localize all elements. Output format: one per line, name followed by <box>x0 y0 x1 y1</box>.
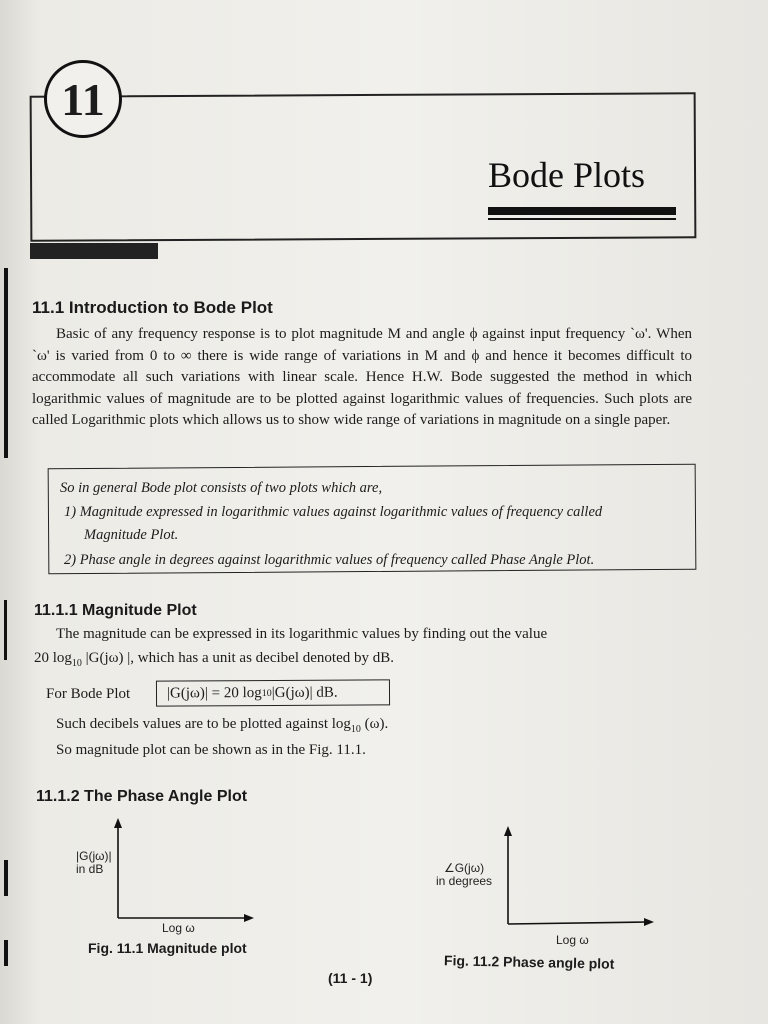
y-axis-arrow-icon <box>504 826 512 836</box>
fig2-y-label <box>436 862 492 888</box>
fig1-y-label-line2: in dB <box>76 862 104 876</box>
binding-edge-mark <box>4 268 8 458</box>
fig2-y-label-line1: ∠G(jω) <box>443 861 485 875</box>
binding-edge-mark <box>4 860 8 896</box>
decibel-text: Such decibels values are to be plotted against log <box>56 716 351 732</box>
log-expression-suffix: |G(jω) |, which has a unit as decibel denoted by dB. <box>81 650 394 666</box>
magnitude-text-line: So magnitude plot can be shown as in the Fig. 11.1. <box>56 742 366 758</box>
y-axis-arrow-icon <box>114 818 122 828</box>
magnitude-text-line <box>34 650 394 669</box>
phase-plot-axes <box>502 822 662 932</box>
chapter-title: Bode Plots <box>488 155 646 195</box>
log-expression: 20 log <box>34 650 72 666</box>
formula-log-base: 10 <box>261 687 272 699</box>
header-accent-bar <box>30 243 158 259</box>
fig1-y-label <box>76 850 112 876</box>
title-underline <box>488 207 676 215</box>
magnitude-plot-axes <box>112 816 262 926</box>
chapter-number: 11 <box>44 60 122 138</box>
formula-box <box>156 679 390 706</box>
x-axis <box>508 922 646 924</box>
decibel-text-suffix: (ω). <box>360 716 389 732</box>
fig2-x-label: Log ω <box>556 933 589 947</box>
decibel-log-base: 10 <box>350 724 361 735</box>
formula-left: |G(jω)| = 20 log <box>166 684 262 702</box>
binding-edge-mark <box>4 940 8 966</box>
magnitude-text-line <box>56 716 388 735</box>
formula-right: |G(jω)| dB. <box>271 684 338 701</box>
summary-intro: So in general Bode plot consists of two plots which are, <box>60 480 383 496</box>
x-axis-arrow-icon <box>644 918 654 926</box>
log-base: 10 <box>71 658 82 669</box>
fig2-y-label-line2: in degrees <box>436 874 493 888</box>
phase-heading: 11.1.2 The Phase Angle Plot <box>36 788 248 805</box>
summary-item-1-cont: Magnitude Plot. <box>84 527 179 543</box>
section-heading: 11.1 Introduction to Bode Plot <box>32 298 273 317</box>
magnitude-heading: 11.1.1 Magnitude Plot <box>34 602 197 619</box>
title-underline-thin <box>488 218 676 220</box>
page-number: (11 - 1) <box>328 970 373 986</box>
magnitude-text-line: The magnitude can be expressed in its logarithmic values by finding out the value <box>56 626 548 642</box>
fig1-x-label: Log ω <box>162 921 195 935</box>
intro-paragraph: Basic of any frequency response is to plot magnitude M and angle ϕ against input frequency `ω'. When `ω' is varied from 0 to ∞ there is wide range of variations in M and ϕ and hence it becomes difficult to accommodate all such variations with linear scale. Hence H.W. Bode suggested the method in which logarithmic values of magnitude are to be plotted against logarithmic values of frequencies. Such plots are called Logarithmic plots which allows us to show wide range of variations in magnitude on a single paper. <box>32 326 692 428</box>
x-axis-arrow-icon <box>244 914 254 922</box>
summary-item-1: 1) Magnitude expressed in logarithmic values against logarithmic values of frequency called <box>64 504 603 520</box>
fig2-caption: Fig. 11.2 Phase angle plot <box>443 952 615 972</box>
summary-item-2: 2) Phase angle in degrees against logarithmic values of frequency called Phase Angle Plot. <box>64 552 595 568</box>
formula-label: For Bode Plot <box>46 686 131 702</box>
binding-edge-mark <box>4 600 7 660</box>
fig1-caption: Fig. 11.1 Magnitude plot <box>88 940 247 956</box>
fig1-y-label-line1: |G(jω)| <box>76 849 112 863</box>
